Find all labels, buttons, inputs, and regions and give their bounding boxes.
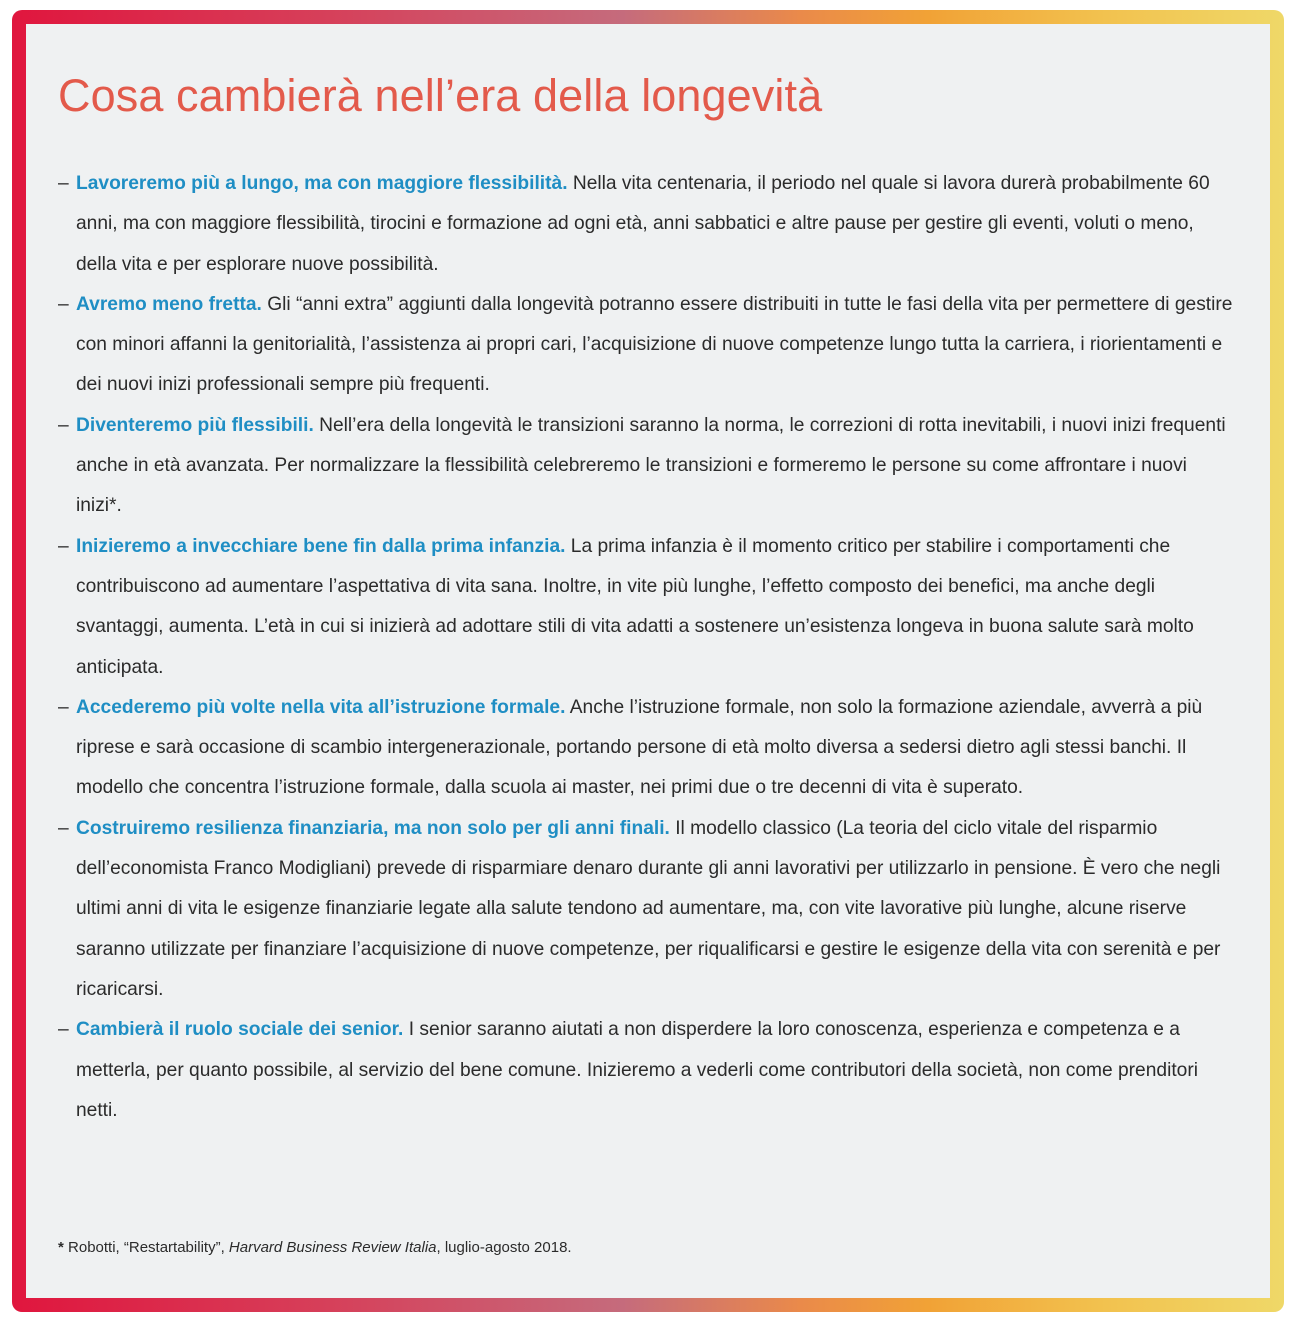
footnote [58,1239,572,1256]
item-lead: Lavoreremo più a lungo, ma con maggiore flessibilità. [76,173,568,194]
item-text: La prima infanzia è il momento critico per stabilire i comportamenti che contribuiscono ad aumentare l’aspettativa di vita sana. Inoltre, in vite più lunghe, l’effetto composto dei benefici, ma anche degli svantaggi, aumenta. L’età in cui si inizierà ad adottare stili di vita adatti a sostenere un’esistenza longeva in buona salute sarà molto anticipata. [76,535,1194,678]
list-dash: – [58,696,69,718]
list-dash: – [58,414,69,436]
list-item [58,285,1236,406]
item-lead: Avremo meno fretta. [76,293,262,315]
item-text: Il modello classico (La teoria del ciclo vitale del risparmio dell’economista Franco Modigliani) prevede di risparmiare denaro durante gli anni lavorativi per utilizzarlo in pensione. È vero che negli ultimi anni di vita le esigenze finanziarie legate alla salute tendono ad aumentare, ma, con vite lavorative più lunghe, alcune riserve saranno utilizzate per finanziare l’acquisizione di nuove competenze, per riqualificarsi e gestire le esigenze della vita con serenità e per ricaricarsi. [76,817,1221,1000]
changes-list [58,164,1236,1131]
list-item [58,1010,1236,1131]
item-lead: Costruiremo resilienza finanziaria, ma non solo per gli anni finali. [76,817,670,839]
list-dash: – [58,1019,69,1041]
footnote-marker: * [58,1239,64,1256]
item-lead: Inizieremo a invecchiare bene fin dalla prima infanzia. [76,535,566,557]
list-dash: – [58,817,69,839]
list-dash: – [58,293,69,315]
list-item [58,164,1236,285]
item-text: Anche l’istruzione formale, non solo la formazione aziendale, avverrà a più riprese e sarà occasione di scambio intergenerazionale, portando persone di età molto diversa a sedersi dietro agli stessi banchi. Il modello che concentra l’istruzione formale, dalla scuola ai master, nei primi due o tre decenni di vita è superato. [76,696,1203,799]
gradient-border [12,10,1284,1312]
item-text: I senior saranno aiutati a non disperdere la loro conoscenza, esperienza e competenza e a metterla, per quanto possibile, al servizio del bene comune. Inizieremo a vederli come contributori della società, non come prenditori netti. [76,1019,1198,1121]
list-item [58,406,1236,527]
list-dash: – [58,535,69,557]
list-dash: – [58,173,69,194]
item-text: Nella vita centenaria, il periodo nel quale si lavora durerà probabilmente 60 anni, ma con maggiore flessibilità, tirocini e formazione ad ogni età, anni sabbatici e altre pause per gestire gli eventi, voluti o meno, della vita e per esplorare nuove possibilità. [76,173,1210,275]
item-lead: Accederemo più volte nella vita all’istruzione formale. [76,696,566,718]
footnote-date: , luglio-agosto 2018. [436,1239,572,1256]
list-item [58,688,1236,809]
item-lead: Cambierà il ruolo sociale dei senior. [76,1019,404,1041]
item-lead: Diventeremo più flessibili. [76,414,314,436]
box-title: Cosa cambierà nell’era della longevità [58,70,823,121]
item-text: Gli “anni extra” aggiunti dalla longevità potranno essere distribuiti in tutte le fasi della vita per permettere di gestire con minori affanni la genitorialità, l’assistenza ai propri cari, l’acquisizione di nuove competenze lungo tutta la carriera, i riorientamenti e dei nuovi inizi professionali sempre più frequenti. [76,293,1233,396]
footnote-author: Robotti, “Restartability”, [68,1239,225,1256]
list-item [58,527,1236,688]
item-text: Nell’era della longevità le transizioni saranno la norma, le correzioni di rotta inevitabili, i nuovi inizi frequenti anche in età avanzata. Per normalizzare la flessibilità celebreremo le transizioni e formeremo le persone su come affrontare i nuovi inizi*. [76,414,1226,517]
list-item [58,809,1236,1010]
content-panel [26,24,1270,1298]
footnote-journal: Harvard Business Review Italia [228,1239,437,1256]
